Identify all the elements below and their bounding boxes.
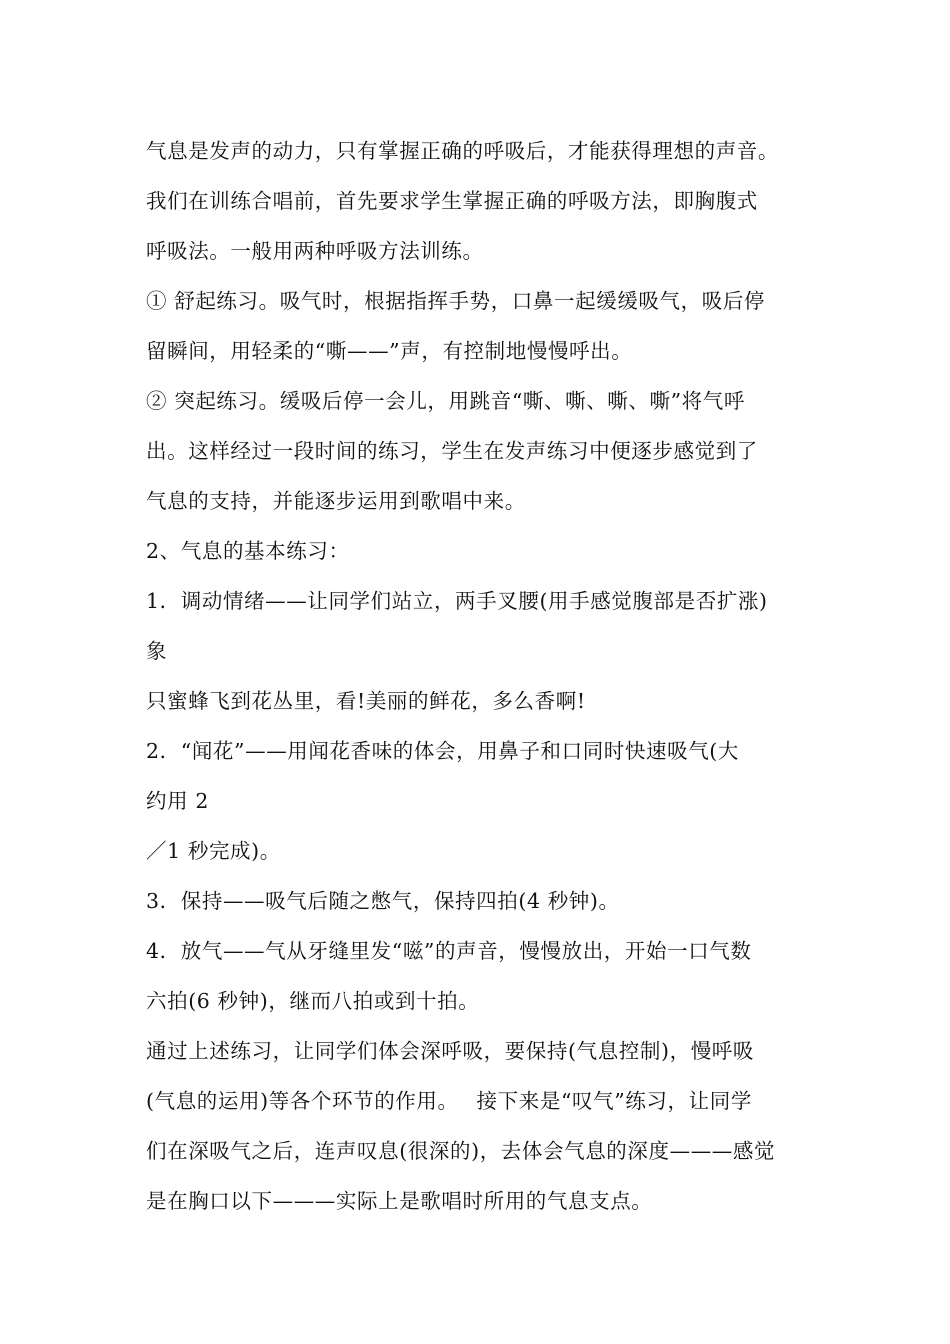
text-line-18: 六拍(6 秒钟)，继而八拍或到十拍。 — [146, 989, 480, 1013]
text-line-4: ① 舒起练习。吸气时，根据指挥手势，口鼻一起缓缓吸气，吸后停 — [146, 289, 766, 313]
text-line-20: (气息的运用)等各个环节的作用。 接下来是“叹气”练习，让同学 — [146, 1089, 752, 1113]
text-line-7: 出。这样经过一段时间的练习，学生在发声练习中便逐步感觉到了 — [146, 439, 758, 463]
text-line-16: 3．保持——吸气后随之憋气，保持四拍(4 秒钟)。 — [146, 889, 620, 913]
text-line-19: 通过上述练习，让同学们体会深呼吸，要保持(气息控制)，慢呼吸 — [146, 1039, 754, 1063]
text-line-10: 1．调动情绪——让同学们站立，两手叉腰(用手感觉腹部是否扩涨) — [146, 589, 768, 613]
section-heading: 2、气息的基本练习： — [146, 539, 350, 563]
text-line-8: 气息的支持，并能逐步运用到歌唱中来。 — [146, 489, 526, 513]
text-line-12: 只蜜蜂飞到花丛里，看!美丽的鲜花，多么香啊! — [146, 689, 586, 713]
text-line-11: 象 — [146, 639, 168, 663]
text-line-3: 呼吸法。一般用两种呼吸方法训练。 — [146, 239, 484, 263]
text-line-6: ② 突起练习。缓吸后停一会儿，用跳音“嘶、嘶、嘶、嘶”将气呼 — [146, 389, 745, 413]
text-line-2: 我们在训练合唱前，首先要求学生掌握正确的呼吸方法，即胸腹式 — [146, 189, 758, 213]
text-line-17: 4．放气——气从牙缝里发“嗞”的声音，慢慢放出，开始一口气数 — [146, 939, 752, 963]
text-line-22: 是在胸口以下———实际上是歌唱时所用的气息支点。 — [146, 1189, 653, 1213]
text-line-15: ／1 秒完成)。 — [146, 839, 281, 863]
text-line-14: 约用 2 — [146, 789, 209, 813]
text-line-1: 气息是发声的动力，只有掌握正确的呼吸后，才能获得理想的声音。 — [146, 139, 779, 163]
text-line-13: 2．“闻花”——用闻花香味的体会，用鼻子和口同时快速吸气(大 — [146, 739, 739, 763]
text-line-21: 们在深吸气之后，连声叹息(很深的)，去体会气息的深度———感觉 — [146, 1139, 776, 1163]
text-line-5: 留瞬间，用轻柔的“嘶——”声，有控制地慢慢呼出。 — [146, 339, 633, 363]
